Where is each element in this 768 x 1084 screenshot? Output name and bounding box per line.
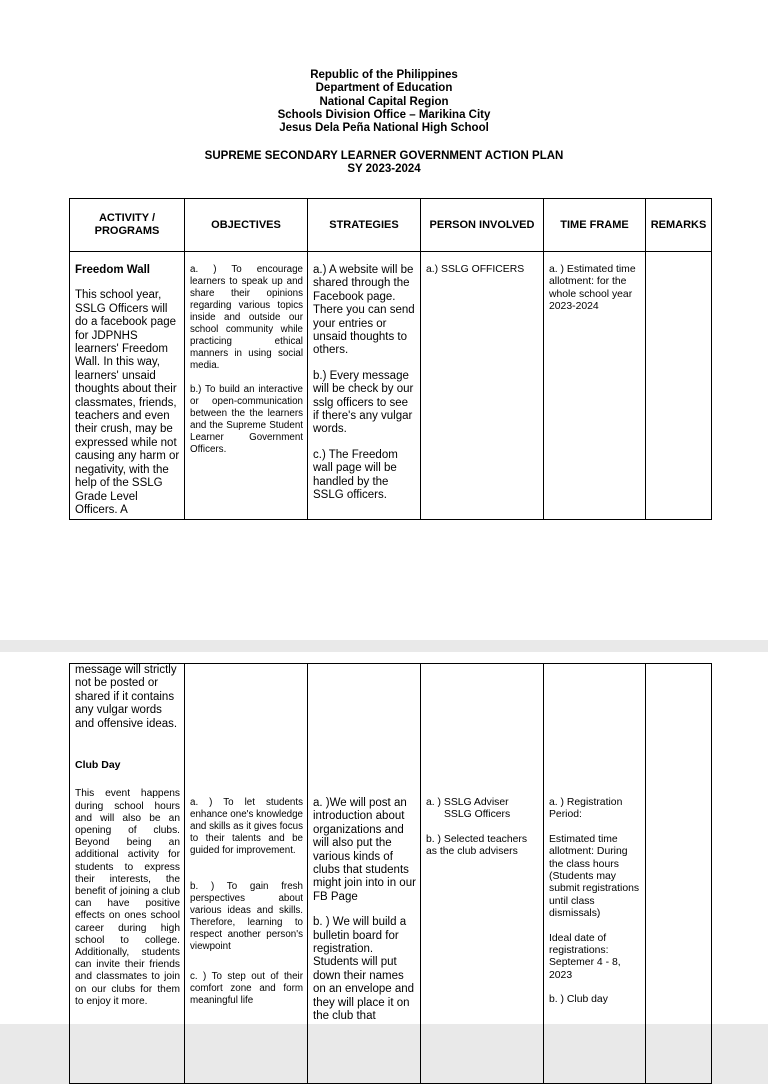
strategy-item: c.) The Freedom wall page will be handled by the SSLG officers. [313, 448, 398, 502]
objective-item: a. ) To let students enhance one's knowledge and skills as it gives focus to their talents and be guided for improvement. [190, 797, 303, 856]
person-item: a. ) SSLG Adviser [426, 797, 509, 808]
person-item: b. ) Selected teachers as the club advisers [426, 833, 528, 858]
activity-description: This school year, SSLG Officers will do a facebook page for JDPNHS learners' Freedom Wall. In this way, learners' unsaid thoughts about their classmates, friends, teachers and even their crush, may be expressed while not causing any harm or negativity, with the help of the SSLG Grade Level Officers. A [75, 289, 180, 516]
activity-title: Freedom Wall [75, 264, 150, 276]
action-plan-table [69, 198, 712, 520]
remarks-cell [646, 252, 712, 520]
strategies-cell [308, 664, 421, 1084]
activity-title: Club Day [75, 759, 121, 772]
col-header-remarks: REMARKS [646, 199, 712, 252]
objective-item: b.) To build an interactive or open-communication between the the learners and the Supreme Student Learner Government Officers. [190, 384, 303, 455]
strategy-item: a.) A website will be shared through the Facebook page. There you can send your entries or unsaid thoughts to others. [313, 264, 415, 357]
activity-cell [70, 664, 185, 1084]
timeframe-cell [544, 664, 646, 1084]
timeframe-item: Ideal date of registrations: Septemer 4 - 8, 2023 [549, 932, 621, 981]
table-header-row [70, 199, 712, 252]
activity-continuation: message will strictly not be posted or shared if it contains any vulgar words and offensive ideas. [75, 664, 178, 730]
objective-item: b. ) To gain fresh perspectives about various ideas and skills. Therefore, learning to respect another person's viewpoint [190, 881, 303, 952]
col-header-persons: PERSON INVOLVED [421, 199, 544, 252]
activity-description: This event happens during school hours and will also be an opening of clubs. Beyond being an additional activity for students to express their interests, the benefit of joining a club can have positive effects on ones school career during high school to college. Additionally, students can invite their friends and classmates to join on our clubs for them to enjoy it more. [75, 788, 180, 1007]
objective-item: a. ) To encourage learners to speak up and share their opinions regarding various topics inside and outside our school community while practicing ethical manners in using social media. [190, 264, 303, 371]
remarks-cell [646, 664, 712, 1084]
letterhead-line: National Capital Region [319, 95, 449, 108]
letterhead-line: Jesus Dela Peña National High School [279, 122, 489, 135]
objectives-cell [185, 664, 308, 1084]
document-title [0, 150, 768, 177]
letterhead-line: Department of Education [315, 82, 453, 95]
persons-cell [421, 664, 544, 1084]
timeframe-item: a. ) Registration Period: [549, 797, 623, 821]
col-header-strategies: STRATEGIES [308, 199, 421, 252]
strategy-item: b.) Every message will be check by our sslg officers to see if there's any vulgar words. [313, 369, 414, 436]
strategies-cell [308, 252, 421, 520]
action-plan-table-continued [69, 663, 712, 1084]
objectives-cell [185, 252, 308, 520]
letterhead [0, 69, 768, 135]
document-page-2 [0, 652, 768, 1024]
timeframe-item: a. ) Estimated time allotment: for the whole school year 2023-2024 [549, 264, 636, 313]
plan-title: SUPREME SECONDARY LEARNER GOVERNMENT ACTION PLAN [204, 150, 564, 162]
col-header-objectives: OBJECTIVES [185, 199, 308, 252]
strategy-item: a. )We will post an introduction about organizations and will also put the various kinds of clubs that students might join into in our FB Page [313, 797, 416, 903]
letterhead-line: Schools Division Office – Marikina City [277, 108, 491, 121]
activity-cell [70, 252, 185, 520]
objective-item: c. ) To step out of their comfort zone and form meaningful life [190, 971, 303, 1006]
table-row [70, 664, 712, 1084]
col-header-timeframe: TIME FRAME [544, 199, 646, 252]
person-item: a.) SSLG OFFICERS [426, 264, 525, 275]
strategy-item: b. ) We will build a bulletin board for registration. Students will put down their names on an envelope and they will place it on the club that [313, 916, 415, 1023]
timeframe-cell [544, 252, 646, 520]
persons-cell [421, 252, 544, 520]
school-year: SY 2023-2024 [347, 163, 421, 176]
timeframe-item: b. ) Club day [549, 994, 608, 1006]
person-item: SSLG Officers [444, 809, 511, 821]
col-header-activity: ACTIVITY / PROGRAMS [70, 199, 185, 252]
table-row [70, 252, 712, 520]
letterhead-line: Republic of the Philippines [310, 69, 458, 81]
timeframe-item: Estimated time allotment: During the class hours (Students may submit registrations until class dismissals) [549, 833, 640, 920]
